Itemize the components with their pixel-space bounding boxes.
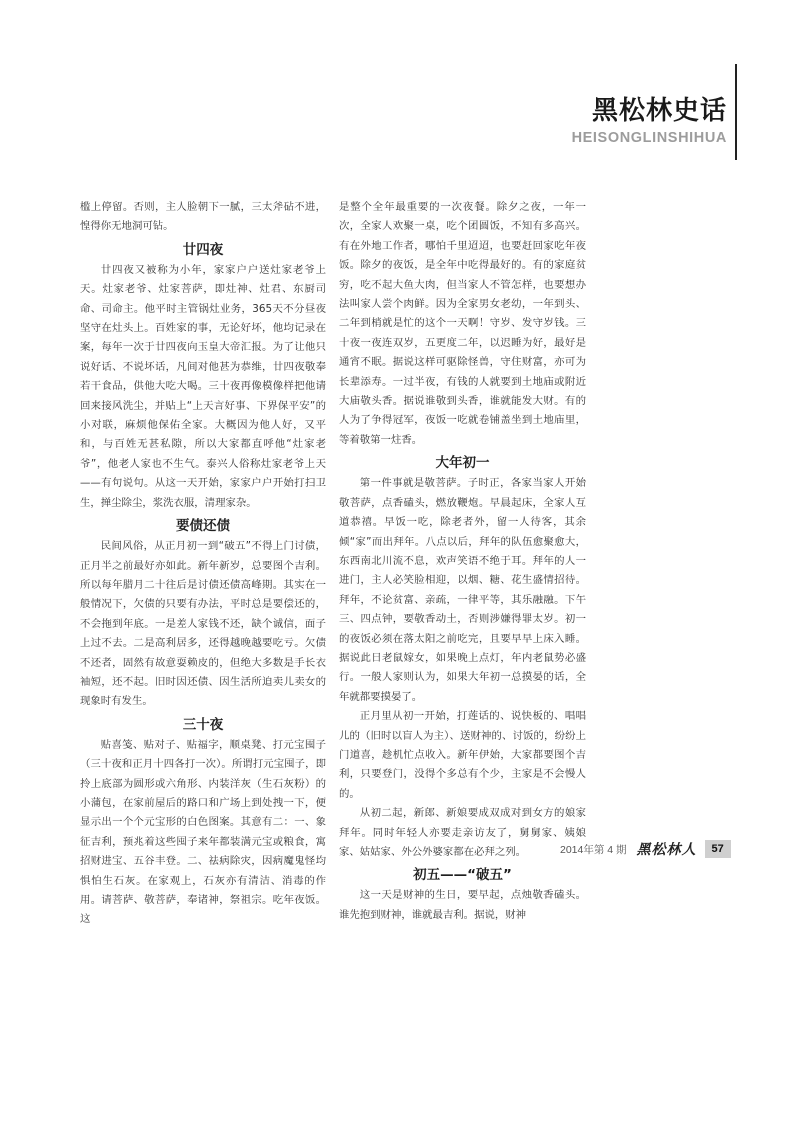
magazine-logo: 黑松林人 (636, 842, 697, 858)
header-divider (735, 64, 737, 160)
page-number: 57 (705, 840, 731, 858)
column-title: 黑松林史话 (591, 96, 727, 126)
page-footer (560, 840, 768, 858)
article-column-left (80, 198, 326, 930)
issue-number: 2014年第 4 期 (560, 843, 627, 856)
paragraph: 第一件事就是敬菩萨。子时正，各家当家人开始敬菩萨，点香磕头，燃放鞭炮。早晨起床，全家人互道恭禧。早饭一吃，除老者外，留一人待客，其余倾“家”而出拜年。八点以后，拜年的队伍愈聚愈大，东西南北川流不息，欢声笑语不绝于耳。拜年的人一进门，主人必笑脸相迎，以烟、糖、花生盛情招待。拜年，不论贫富、亲疏，一律平等，其乐融融。下午三、四点钟，要敬香动土，否则涉嫌得罪太岁。初一的夜饭必须在落太阳之前吃完，且要早早上床入睡。据说此日老鼠嫁女，如果晚上点灯，年内老鼠势必盛行。一般人家则认为，如果大年初一总摸晏的话，全年就都要摸晏了。 (339, 477, 586, 703)
section-heading: 三十夜 (182, 716, 224, 733)
paragraph: 槛上停留。否则，主人脸朝下一腻，三太斧砧不进，惶得你无地洞可钻。 (80, 201, 326, 233)
paragraph: 这一天是财神的生日，要早起，点烛敬香磕头。谁先抱到财神，谁就最吉利。据说，财神 (339, 889, 586, 921)
section-heading: 初五——“破五” (413, 867, 512, 884)
paragraph: 民间风俗，从正月初一到“破五”不得上门讨债，正月半之前最好亦如此。新年新岁，总要图个吉利。所以每年腊月二十往后是讨债还债高峰期。其实在一般情况下，欠债的只要有办法，平时总是要偿还的，不会拖到年底。一是差人家钱不还，缺个诚信，面子上过不去。二是高利居多，还得越晚越要吃亏。欠债不还者，固然有故意耍赖皮的，但绝大多数是手长衣袖短，还不起。旧时因还债、因生活所迫卖儿卖女的现象时有发生。 (80, 540, 326, 708)
section-heading: 要债还债 (176, 518, 230, 535)
paragraph: 从初二起，新郎、新娘要成双成对到女方的娘家拜年。同时年轻人亦要走亲访友了，舅舅家、姨娘家、姑姑家、外公外婆家都在必拜之列。 (339, 807, 586, 858)
paragraph: 正月里从初一开始，打莲话的、说快板的、唱唱儿的（旧时以盲人为主）、送财神的、讨饭的，纷纷上门道喜，趁机忙点收入。新年伊始，大家都要图个吉利，只要登门，没得个多总有个少，主家是不会慢人的。 (339, 710, 586, 800)
article-column-right (339, 198, 586, 925)
paragraph: 是整个全年最重要的一次夜餐。除夕之夜，一年一次，全家人欢聚一桌，吃个团圆饭，不知有多高兴。有在外地工作者，哪怕千里迢迢，也要赶回家吃年夜饭。除夕的夜饭，是全年中吃得最好的。有的家庭贫穷，吃不起大鱼大肉，但当家人不管怎样，也要想办法叫家人尝个肉鲜。因为全家男女老幼，一年到头、二年到梢就是忙的这个一天啊！守岁、发守岁钱。三十夜一夜连双岁，五更度二年，以迟睡为好，最好是通宵不眠。据说这样可驱除怪兽，守住财富，亦可为长辈添寿。一过半夜，有钱的人就要到土地庙或附近大庙敬头香。据说谁敬到头香，谁就能发大财。有的人为了争得冠军，夜饭一吃就卷铺盖坐到土地庙里，等着敬第一炷香。 (339, 201, 586, 446)
paragraph: 廿四夜又被称为小年，家家户户送灶家老爷上天。灶家老爷、灶家菩萨，即灶神、灶君、东厨司命、司命主。他平时主管锅灶业务，365天不分昼夜坚守在灶头上。百姓家的事，无论好坏，他均记录在案，每年一次于廿四夜向玉皇大帝汇报。为了让他只说好话、不说坏话，凡间对他甚为恭维，廿四夜敬奉若干食品，供他大吃大喝。三十夜再像模像样把他请回来接风洗尘，并贴上“上天言好事、下界保平安”的小对联，麻烦他保佑全家。大概因为他人好，又平和，与百姓无甚私隙，所以大家都直呼他“灶家老爷”，他老人家也不生气。泰兴人俗称灶家老爷上天——有句说句。从这一天开始，家家户户开始打扫卫生，掸尘除尘，浆洗衣服，清理家杂。 (80, 263, 326, 509)
section-heading: 廿四夜 (182, 241, 224, 258)
column-subtitle: HEISONGLINSHIHUA (571, 130, 727, 146)
section-heading: 大年初一 (435, 455, 490, 472)
paragraph: 贴喜笺、贴对子、贴福字，顺桌凳、打元宝囤子（三十夜和正月十四各打一次）。所谓打元宝囤子，即拎上底部为圆形或六角形、内装洋灰（生石灰粉）的小蒲包，在家前屋后的路口和广场上到处拽一下，便显示出一个个元宝形的白色图案。其意有二：一、象征吉利，预兆着这些囤子来年都装满元宝或粮食，寓招财进宝、五谷丰登。二、祛病除灾，因病魔鬼怪均惧怕生石灰。在家观上，石灰亦有清洁、消毒的作用。请菩萨、敬菩萨，奉诸神，祭祖宗。吃年夜饭。这 (80, 738, 326, 926)
